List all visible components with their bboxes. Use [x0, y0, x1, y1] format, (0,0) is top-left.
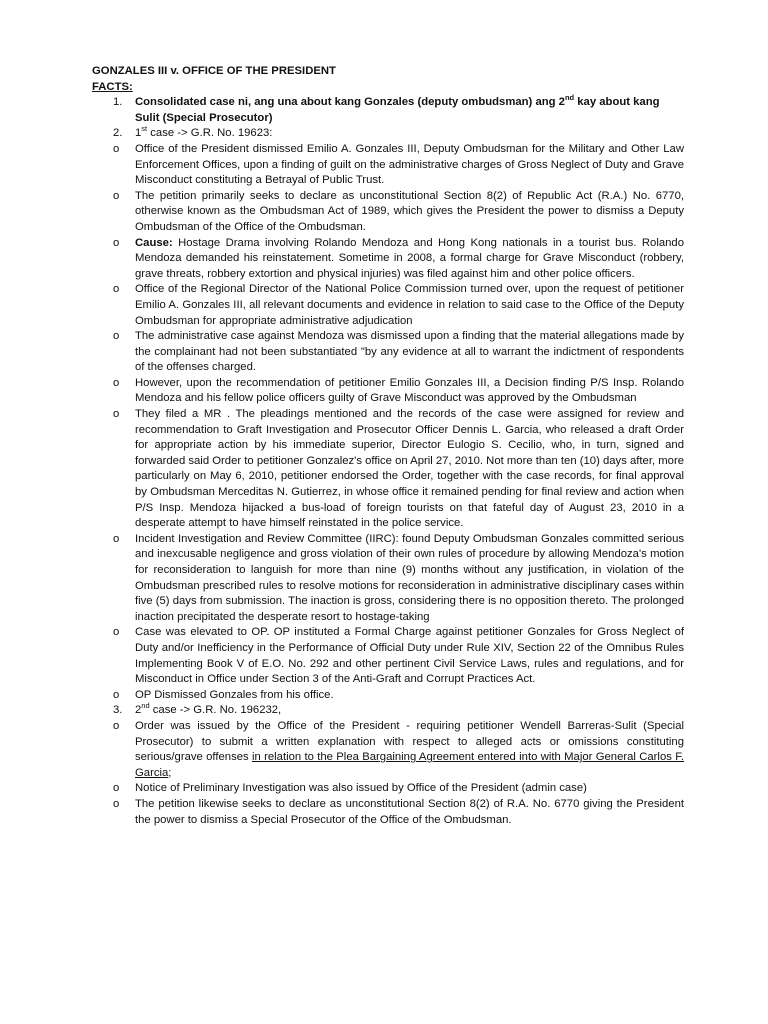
- list-number: 1.: [113, 96, 123, 109]
- bullet-item: [46, 781, 684, 797]
- bullet-text: Case was elevated to OP. OP instituted a Formal Charge against petitioner Gonzales for Gross Neglect of Duty and/or Inefficiency in the Performance of Official Duty under Rule XIV, Section 22 of the Omnibus Rules Implementing Book V of E.O. No. 292 and other pertinent Civil Service Laws, rules and regulations, and for Misconduct in Office under Section 3 of the Anti-Graft and Corrupt Practices Act.: [135, 626, 684, 686]
- bullet-text: The administrative case against Mendoza was dismissed upon a finding that the material allegations made by the complainant had not been substantiated "by any evidence at all to warrant the indictment of respondents of the offenses charged.: [135, 330, 684, 374]
- bullet-item: [46, 236, 684, 283]
- list-item-3: [92, 703, 684, 828]
- bullet-item: [46, 329, 684, 376]
- case-title: GONZALES III v. OFFICE OF THE PRESIDENT: [92, 65, 336, 77]
- bullet-item: [46, 189, 684, 236]
- case2-bullets: [113, 719, 684, 828]
- bullet-item: [46, 376, 684, 407]
- bullet-icon: o: [113, 408, 120, 421]
- bullet-text: The petition primarily seeks to declare as unconstitutional Section 8(2) of Republic Act (R.A.) No. 6770, otherwise known as the Ombudsman Act of 1989, which gives the President the power to dismiss a Deputy Ombudsman of the Office of the Ombudsman.: [135, 189, 684, 233]
- document-body: [92, 64, 684, 828]
- item2-heading-b: case -> G.R. No. 19623:: [147, 127, 273, 140]
- item1-text-b: kay about kang Sulit (Special Prosecutor): [135, 96, 660, 124]
- bullet-text: Incident Investigation and Review Committee (IIRC): found Deputy Ombudsman Gonzales committed serious and inexcusable negligence and gross violation of their own rules of procedure by allowing Mendoza's motion for reconsideration to languish for more than nine (9) months without any justification, in violation of the Ombudsman prescribed rules to resolve motions for reconsideration in administrative disciplinary cases within five (5) days from submission. The inaction is gross, considering there is no opposition thereto. The prolonged inaction precipitated the desperate resort to hostage-taking: [135, 532, 684, 623]
- bullet-text: However, upon the recommendation of petitioner Emilio Gonzales III, a Decision finding P/S Insp. Rolando Mendoza and his fellow police officers guilty of Grave Misconduct was approved by the Ombudsman: [135, 376, 684, 405]
- item3-heading-sup: nd: [141, 701, 150, 711]
- bullet-icon: o: [113, 719, 120, 732]
- case1-bullets: [113, 142, 684, 703]
- facts-heading: FACTS:: [92, 80, 133, 93]
- bullet-text: OP Dismissed Gonzales from his office.: [135, 688, 334, 701]
- bullet-text: Office of the President dismissed Emilio A. Gonzales III, Deputy Ombudsman for the Military and Other Law Enforcement Offices, upon a finding of guilt on the administrative charges of Gross Neglect of Duty and Grave Misconduct constituting a Betrayal of Public Trust.: [135, 142, 684, 187]
- bullet-text: Order was issued by the Office of the President - requiring petitioner Wendell Barreras-Sulit (Special Prosecutor) to submit a written explanation with respect to alleged acts or omissions constituting serious/grave offenses: [135, 719, 684, 764]
- bullet-text: The petition likewise seeks to declare as unconstitutional Section 8(2) of R.A. No. 6770 giving the President the power to dismiss a Special Prosecutor of the Office of the Ombudsman.: [135, 797, 684, 826]
- bullet-item: [46, 532, 684, 626]
- bullet-item: [46, 625, 684, 687]
- bullet-item: [46, 407, 684, 532]
- bullet-item: [46, 282, 684, 329]
- bullet-icon: o: [113, 189, 120, 202]
- bullet-icon: o: [113, 782, 120, 795]
- bullet-icon: o: [113, 626, 120, 639]
- bullet-icon: o: [113, 236, 120, 249]
- bullet-icon: o: [113, 532, 120, 545]
- item1-text-a: Consolidated case ni, ang una about kang Gonzales (deputy ombudsman) ang 2: [135, 96, 565, 109]
- list-item-1: [92, 95, 684, 126]
- underlined-text: in relation to the Plea Bargaining Agreement entered into with Major General Carlos F. Garcia: [135, 751, 684, 779]
- item2-heading-sup: st: [141, 124, 148, 134]
- item3-heading-b: case -> G.R. No. 196232,: [149, 704, 282, 717]
- bullet-text: Notice of Preliminary Investigation was also issued by Office of the President (admin case): [135, 782, 587, 795]
- bullet-icon: o: [113, 376, 120, 389]
- bullet-text: Office of the Regional Director of the National Police Commission turned over, upon the request of petitioner Emilio A. Gonzales III, all relevant documents and evidence in relation to said case to the Office of the Deputy Ombudsman for appropriate administrative adjudication: [135, 283, 684, 327]
- item3-heading-a: 2: [135, 704, 142, 717]
- bullet-item: [46, 719, 684, 781]
- bullet-icon: o: [113, 330, 120, 343]
- bullet-icon: o: [113, 283, 120, 296]
- bullet-icon: o: [113, 688, 120, 701]
- item1-sup: nd: [564, 93, 575, 103]
- bullet-item: [46, 797, 684, 828]
- bullet-end: ;: [168, 766, 172, 779]
- list-number: 2.: [113, 127, 123, 140]
- cause-label: Cause:: [135, 236, 173, 249]
- bullet-item: [46, 142, 684, 189]
- bullet-text: They filed a MR . The pleadings mentioned and the records of the case were assigned for review and recommendation to Graft Investigation and Prosecutor Officer Dennis L. Garcia, who released a draft Order for appropriate action by his immediate superior, Director Eulogio S. Cecilio, who, in turn, signed and forwarded said Order to petitioner Gonzalez's office on April 27, 2010. Not more than ten (10) days after, more particularly on May 6, 2010, petitioner endorsed the Order, together with the case records, for final approval by Ombudsman Merceditas N. Gutierrez, in whose office it remained pending for final review and action when P/S Insp. Mendoza hijacked a bus-load of foreign tourists on that fateful day of August 23, 2010 in a desperate attempt to have himself reinstated in the police service.: [135, 408, 684, 530]
- bullet-icon: o: [113, 797, 120, 810]
- bullet-text: Hostage Drama involving Rolando Mendoza and Hong Kong nationals in a tourist bus. Rolando Mendoza demanded his reinstatement. Sometime in 2008, a formal charge for Grave Misconduct (robbery, grave threats, robbery extortion and physical injuries) was filed against him and other police officers.: [135, 236, 684, 280]
- list-item-2: [92, 126, 684, 703]
- list-number: 3.: [113, 704, 123, 717]
- item2-heading-a: 1: [135, 127, 142, 140]
- bullet-icon: o: [113, 142, 120, 155]
